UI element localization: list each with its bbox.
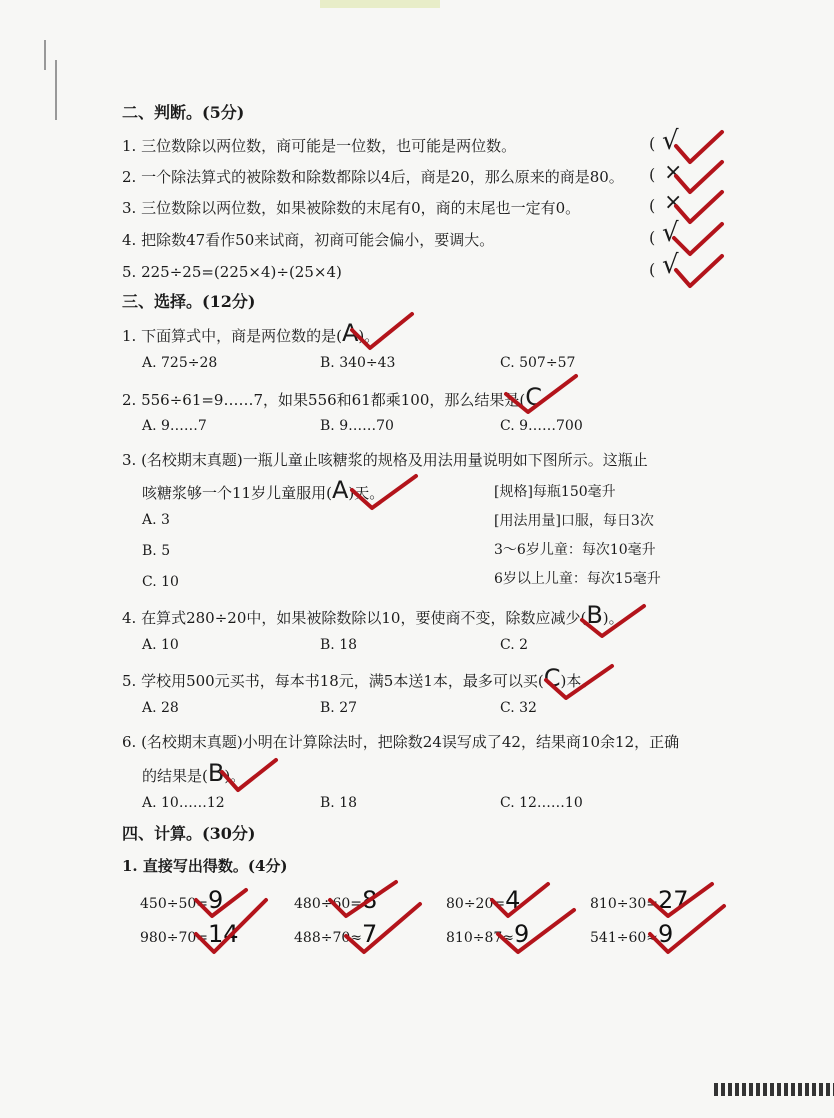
judgement-item-1: 1. 三位数除以两位数，商可能是一位数，也可能是两位数。 xyxy=(122,137,517,155)
check-mark xyxy=(676,132,722,162)
judgement-item-5: 5. 225÷25=(225×4)÷(25×4) xyxy=(122,263,342,281)
handwritten-result: 14 xyxy=(208,920,239,948)
option-c: C. 507÷57 xyxy=(500,355,576,371)
calc-item: 541÷60≈9 xyxy=(590,920,674,948)
judgement-item-3: 3. 三位数除以两位数，如果被除数的末尾有0，商的末尾也一定有0。 xyxy=(122,199,581,217)
calc-item: 980÷70=14 xyxy=(140,920,239,948)
scan-edge-mark xyxy=(55,60,57,120)
handwritten-choice: B xyxy=(586,601,603,629)
handwritten-answer: × xyxy=(664,160,683,185)
check-mark xyxy=(674,224,722,254)
handwritten-result: 9 xyxy=(208,886,224,914)
handwritten-choice: A xyxy=(331,476,349,504)
handwritten-choice: B xyxy=(207,759,225,787)
handwritten-answer: √ xyxy=(662,250,679,280)
option-b: B. 18 xyxy=(320,795,358,811)
label-spec: [规格]每瓶150毫升 xyxy=(494,484,616,500)
option-a: A. 10 xyxy=(142,637,179,653)
answer-bracket: ( xyxy=(649,228,656,247)
option-c: C. 2 xyxy=(500,637,529,653)
handwritten-result: 7 xyxy=(362,920,378,948)
handwritten-result: 4 xyxy=(505,886,521,914)
handwritten-answer: √ xyxy=(662,218,679,248)
handwritten-result: 8 xyxy=(362,886,378,914)
section-heading-choice: 三、选择。(12分) xyxy=(122,292,256,311)
answer-bracket: ( xyxy=(649,260,656,279)
option-b: B. 9……70 xyxy=(320,418,394,434)
choice-question-3-line1: 3. (名校期末真题)一瓶儿童止咳糖浆的规格及用法用量说明如下图所示。这瓶止 xyxy=(122,451,648,469)
option-c: C. 10 xyxy=(142,574,179,590)
choice-question-2: 2. 556÷61=9……7，如果556和61都乘100，那么结果是(C xyxy=(122,383,542,411)
handwritten-answer: × xyxy=(664,190,683,215)
choice-question-5: 5. 学校用500元买书，每本书18元，满5本送1本，最多可以买(C)本。 xyxy=(122,664,597,692)
medicine-label-box xyxy=(494,478,698,596)
choice-question-4: 4. 在算式280÷20中，如果被除数除以10，要使商不变，除数应减少(B)。 xyxy=(122,601,624,629)
calc-item: 80÷20=4 xyxy=(446,886,521,914)
handwritten-result: 9 xyxy=(514,920,530,948)
check-mark xyxy=(676,192,722,222)
option-a: A. 725÷28 xyxy=(142,355,218,371)
check-mark xyxy=(676,162,722,192)
option-a: A. 3 xyxy=(142,512,170,528)
option-b: B. 5 xyxy=(142,543,171,559)
option-a: A. 10……12 xyxy=(142,795,225,811)
choice-question-6-line1: 6. (名校期末真题)小明在计算除法时，把除数24误写成了42，结果商10余12，正确 xyxy=(122,733,680,751)
choice-question-1: 1. 下面算式中，商是两位数的是(A)。 xyxy=(122,319,380,347)
handwritten-result: 9 xyxy=(658,920,674,948)
calc-item: 488÷70≈7 xyxy=(294,920,378,948)
choice-question-6-line2: 的结果是(B)。 xyxy=(142,759,246,787)
label-dose-small: 3～6岁儿童：每次10毫升 xyxy=(494,542,656,558)
scan-artifact xyxy=(320,0,440,8)
option-b: B. 27 xyxy=(320,700,358,716)
option-b: B. 18 xyxy=(320,637,358,653)
answer-bracket: ( xyxy=(649,165,656,184)
answer-bracket: ( xyxy=(649,134,656,153)
calc-item: 450÷50=9 xyxy=(140,886,224,914)
label-dose-large: 6岁以上儿童：每次15毫升 xyxy=(494,571,661,587)
option-c: C. 12……10 xyxy=(500,795,583,811)
option-a: A. 9……7 xyxy=(142,418,207,434)
handwritten-answer: √ xyxy=(662,126,679,156)
watermark-bars xyxy=(714,1083,834,1096)
option-a: A. 28 xyxy=(142,700,179,716)
section-heading-calculation: 四、计算。(30分) xyxy=(122,824,256,843)
option-c: C. 9……700 xyxy=(500,418,583,434)
option-b: B. 340÷43 xyxy=(320,355,396,371)
check-mark xyxy=(676,256,722,286)
handwritten-choice: C xyxy=(525,383,542,411)
calc-item: 480÷60=8 xyxy=(294,886,378,914)
judgement-item-2: 2. 一个除法算式的被除数和除数都除以4后，商是20，那么原来的商是80。 xyxy=(122,168,624,186)
handwritten-result: 27 xyxy=(658,886,689,914)
choice-question-3-line2: 咳糖浆够一个11岁儿童服用(A)天。 xyxy=(142,476,385,504)
scan-edge-mark xyxy=(44,40,46,70)
handwritten-choice: C xyxy=(543,664,561,692)
judgement-item-4: 4. 把除数47看作50来试商，初商可能会偏小，要调大。 xyxy=(122,231,495,249)
option-c: C. 32 xyxy=(500,700,537,716)
section-heading-judgement: 二、判断。(5分) xyxy=(122,103,245,122)
handwritten-choice: A xyxy=(341,319,359,347)
label-usage: [用法用量]口服，每日3次 xyxy=(494,513,654,529)
answer-bracket: ( xyxy=(649,196,656,215)
calc-subheading: 1. 直接写出得数。(4分) xyxy=(122,857,288,875)
calc-item: 810÷30=27 xyxy=(590,886,689,914)
calc-item: 810÷87≈9 xyxy=(446,920,530,948)
